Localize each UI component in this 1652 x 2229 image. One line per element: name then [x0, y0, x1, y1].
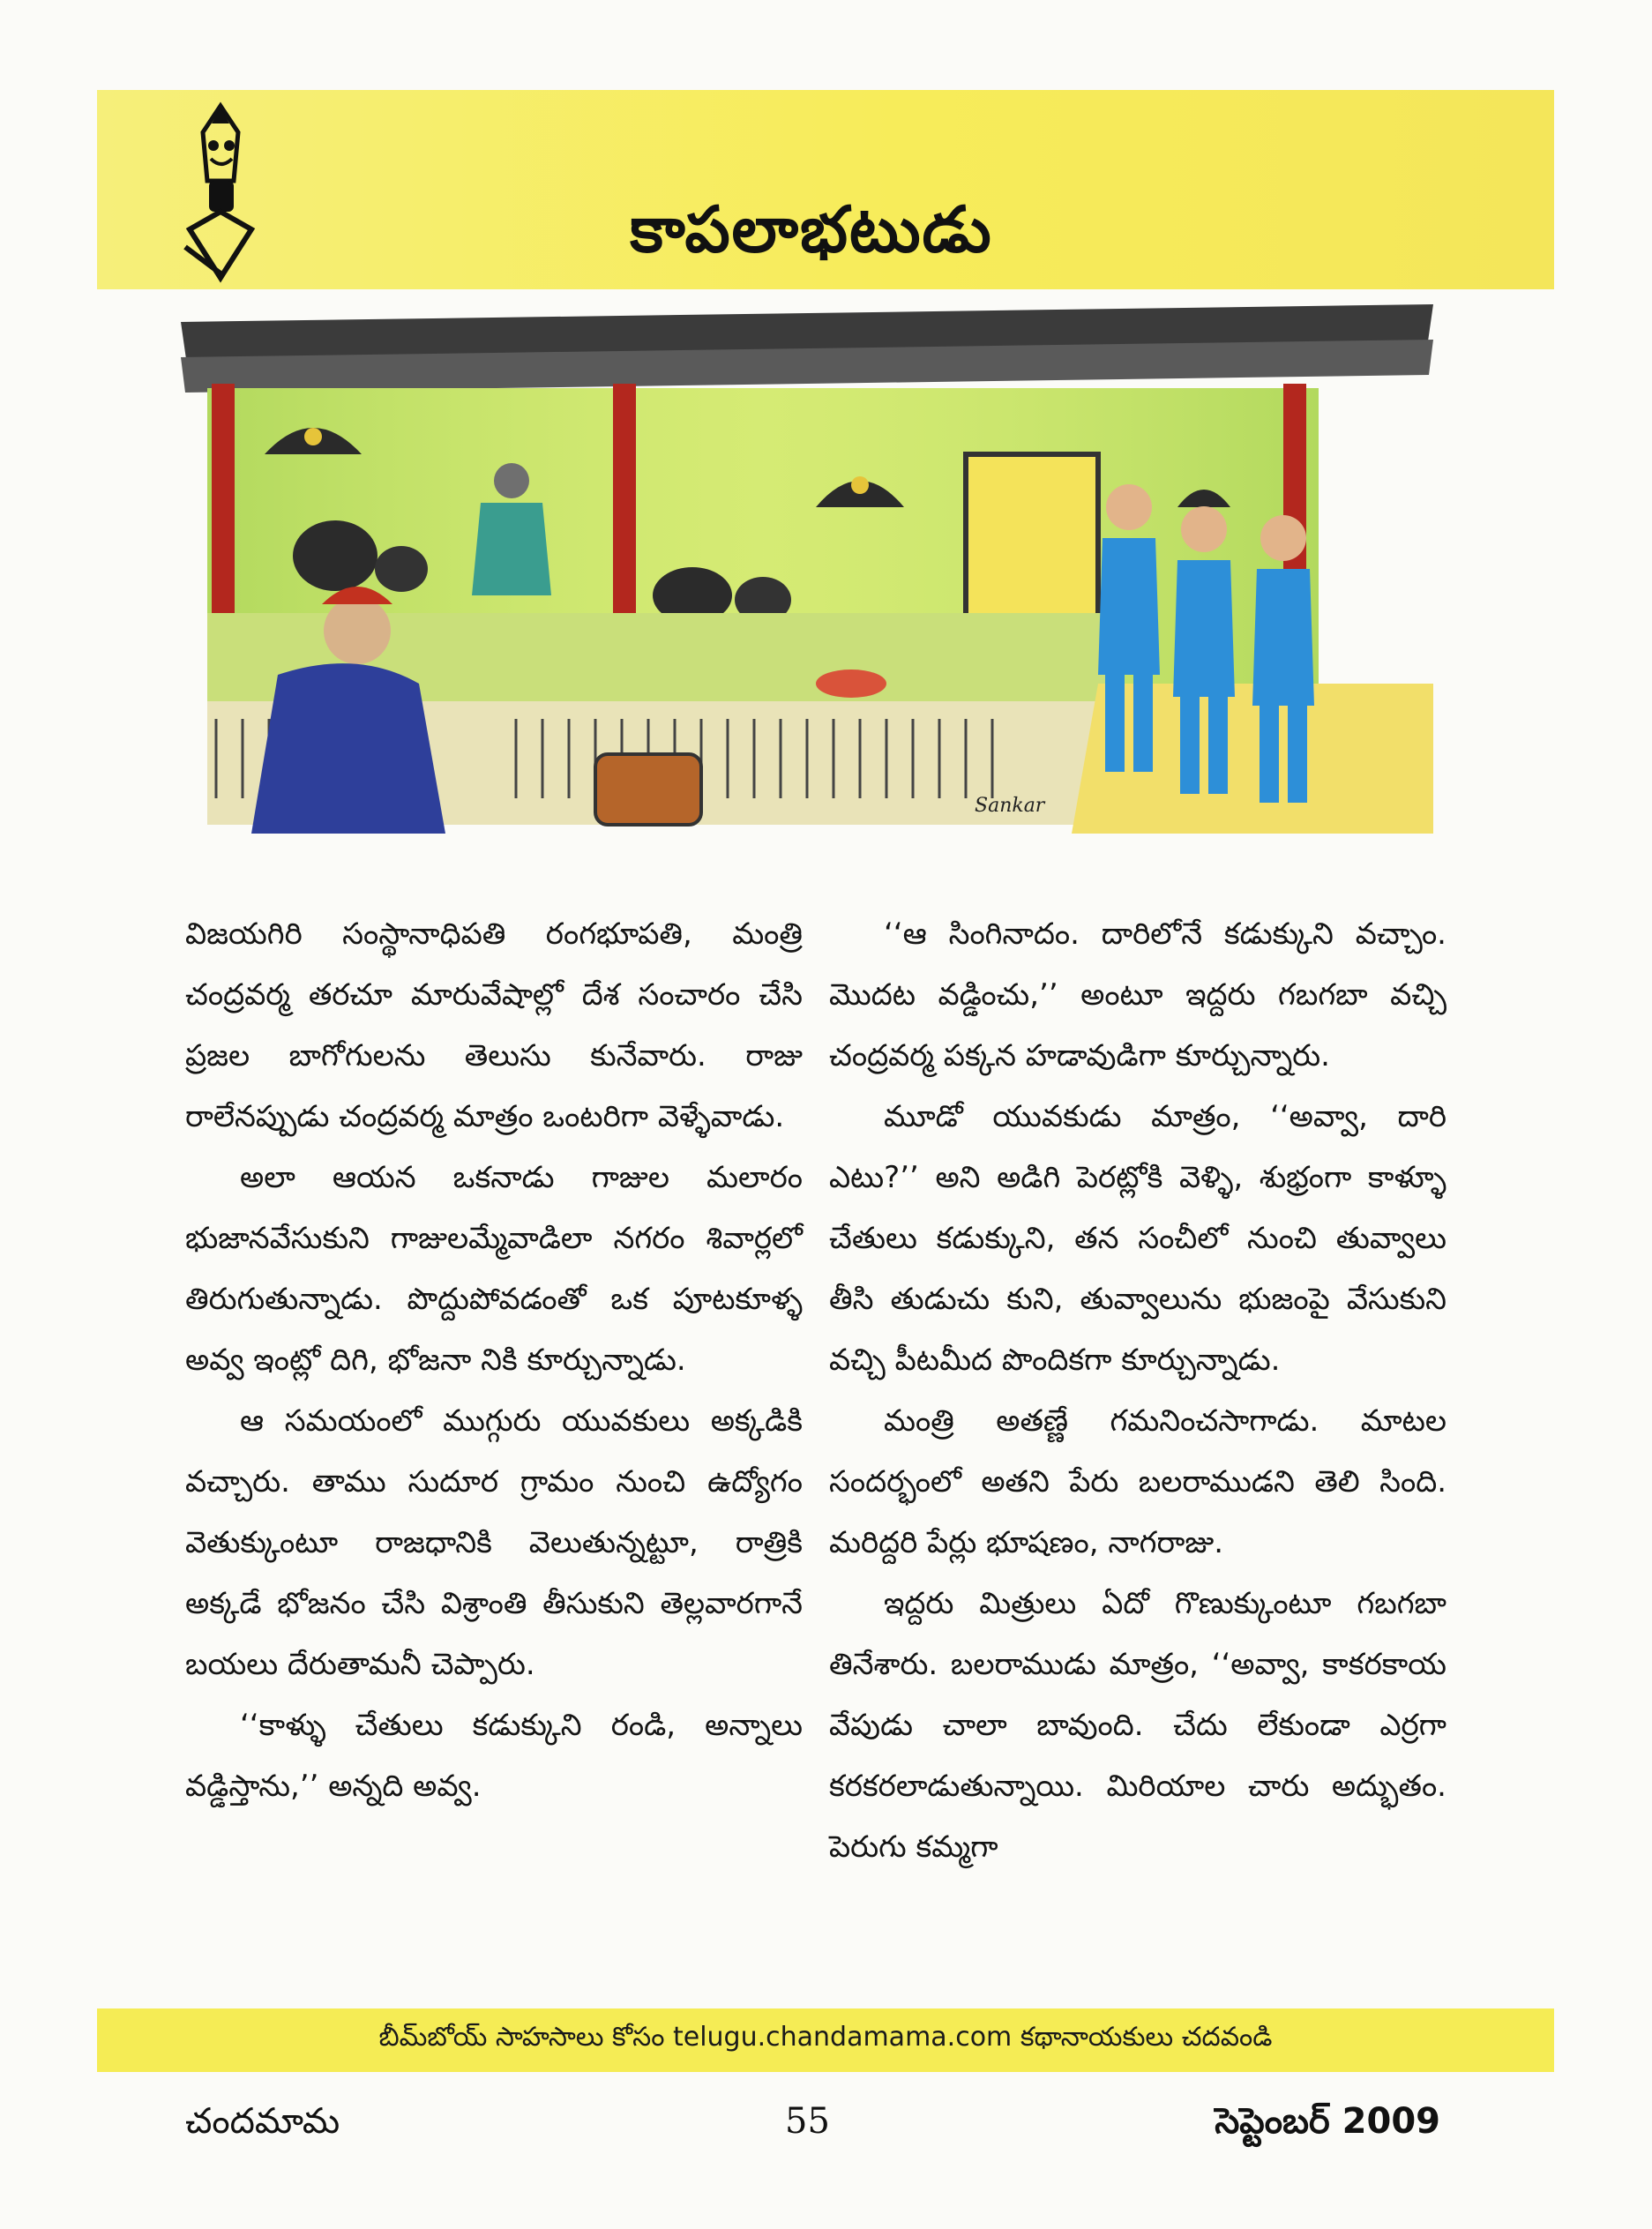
magazine-name: చందమామ	[185, 2101, 340, 2142]
promo-banner	[97, 2008, 1554, 2072]
paragraph: ‘‘ఆ సింగినాదం. దారిలోనే కడుక్కుని వచ్చాం. మొదట వడ్డించు,’’ అంటూ ఇద్దరు గబగబా వచ్చి చంద్రవర్మ పక్కన హడావుడిగా కూర్చున్నారు.	[829, 916, 1446, 1073]
artist-signature: Sankar	[975, 795, 1045, 817]
left-column	[185, 904, 803, 1817]
story-title: కాపలాభటుడు	[630, 192, 993, 266]
paragraph: అలా ఆయన ఒకనాడు గాజుల మలారం భుజానవేసుకుని గాజులమ్మేవాడిలా నగరం శివార్లలో తిరుగుతున్నాడు. పొద్దుపోవడంతో ఒక పూటకూళ్ళ అవ్వ ఇంట్లో దిగి, భోజనా నికి కూర్చున్నాడు.	[185, 1160, 803, 1378]
paragraph: ‘‘కాళ్ళు చేతులు కడుక్కుని రండి, అన్నాలు వడ్డిస్తాను,’’ అన్నది అవ్వ.	[185, 1708, 803, 1804]
promo-banner-text: బీమ్‌బోయ్ సాహసాలు కోసం telugu.chandamama.com కథానాయకులు చదవండి	[378, 2022, 1273, 2053]
paragraph: ఆ సమయంలో ముగ్గురు యువకులు అక్కడికి వచ్చారు. తాము సుదూర గ్రామం నుంచి ఉద్యోగం వెతుక్కుంటూ రాజధానికి వెలుతున్నట్టూ, రాత్రికి అక్కడే భోజనం చేసి విశ్రాంతి తీసుకుని తెల్లవారగానే బయలు దేరుతామనీ చెప్పారు.	[185, 1403, 803, 1682]
paragraph: మూడో యువకుడు మాత్రం, ‘‘అవ్వా, దారి ఎటు?’’ అని అడిగి పెరట్లోకి వెళ్ళి, శుభ్రంగా కాళ్ళూ చేతులు కడుక్కుని, తన సంచీలో నుంచి తువ్వాలు తీసి తుడుచు కుని, తువ్వాలును భుజంపై వేసుకుని వచ్చి పీటమీద పొందికగా కూర్చున్నాడు.	[829, 1099, 1446, 1378]
paragraph: మంత్రి అతణ్ణే గమనించసాగాడు. మాటల సందర్భంలో అతని పేరు బలరాముడని తెలి సింది. మరిద్దరి పేర్లు భూషణం, నాగరాజు.	[829, 1403, 1446, 1560]
paragraph: ఇద్దరు మిత్రులు ఏదో గొణుక్కుంటూ గబగబా తినేశారు. బలరాముడు మాత్రం, ‘‘అవ్వా, కాకరకాయ వేపుడు చాలా బావుంది. చేదు లేకుండా ఎర్రగా కరకరలాడుతున్నాయి. మిరియాల చారు అద్భుతం. పెరుగు కమ్మగా	[829, 1586, 1446, 1865]
pen-face-mascot-icon	[172, 97, 269, 291]
issue-date: సెప్టెంబర్ 2009	[1215, 2101, 1440, 2142]
right-column	[829, 904, 1446, 1878]
paragraph: విజయగిరి సంస్థానాధిపతి రంగభూపతి, మంత్రి చంద్రవర్మ తరచూ మారువేషాల్లో దేశ సంచారం చేసి ప్రజల బాగోగులను తెలుసు కునేవారు. రాజు రాలేనప్పుడు చంద్రవర్మ మాత్రం ఒంటరిగా వెళ్ళేవాడు.	[185, 916, 803, 1134]
page-number: 55	[785, 2101, 830, 2142]
story-illustration	[181, 304, 1433, 862]
